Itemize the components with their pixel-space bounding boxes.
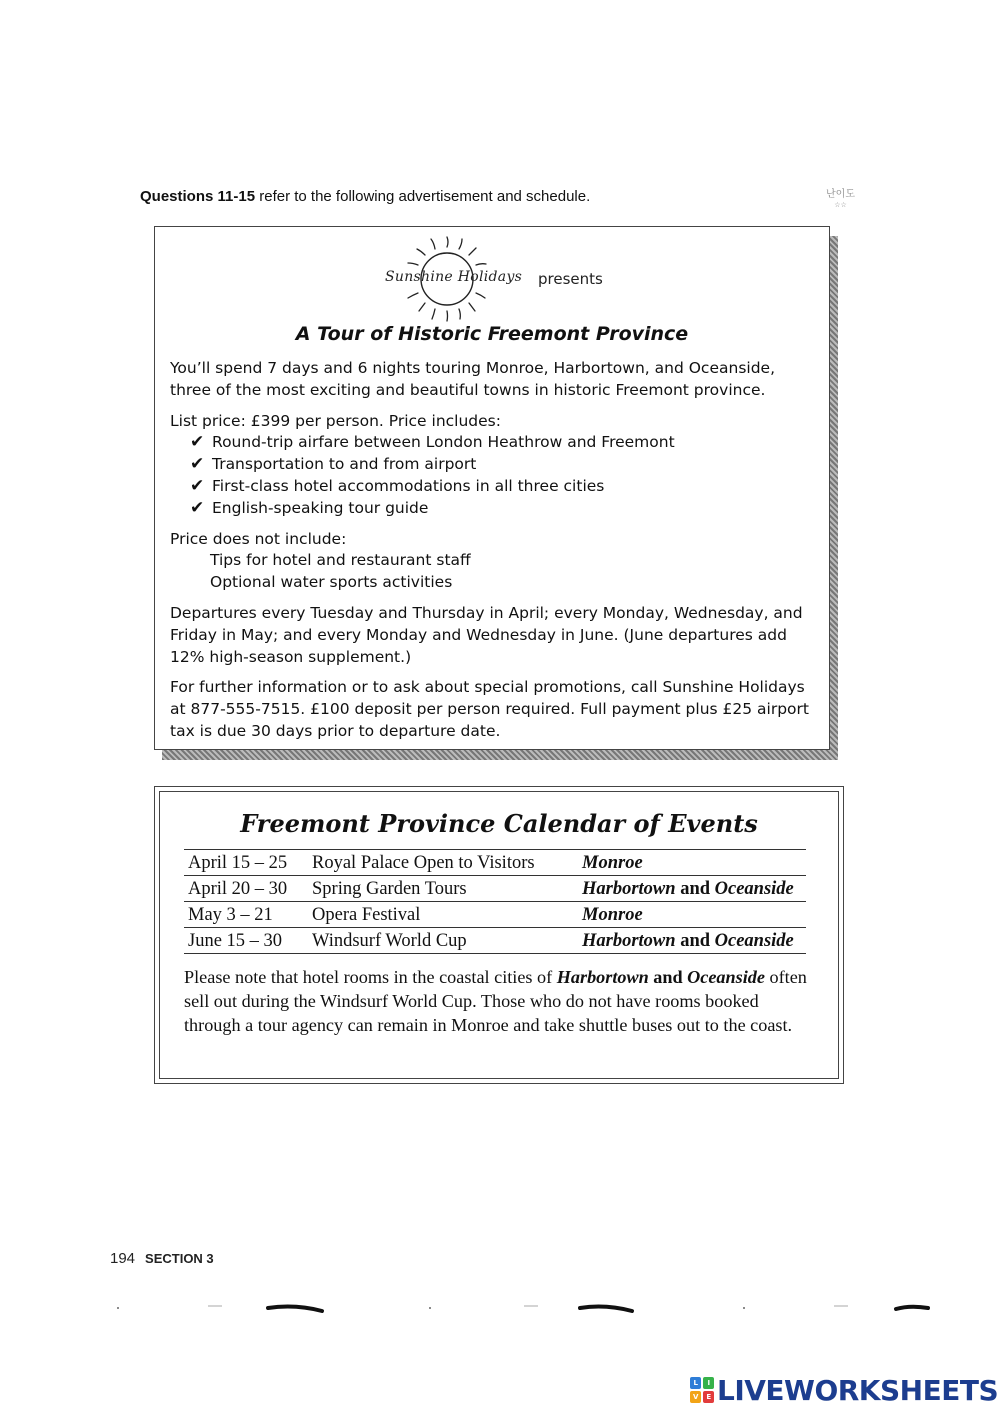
- event-location: [578, 928, 806, 954]
- table-row: [184, 928, 806, 954]
- includes-list: [170, 432, 820, 519]
- event-location: [578, 876, 806, 902]
- location-name: Oceanside: [714, 930, 794, 951]
- event-dates: April 15 – 25: [184, 850, 308, 876]
- event-dates: May 3 – 21: [184, 902, 308, 928]
- scan-artifacts: [0, 1290, 1000, 1320]
- event-name: Spring Garden Tours: [308, 876, 578, 902]
- list-item: [190, 432, 820, 454]
- sunshine-logo: [385, 233, 523, 325]
- checkmark-icon: ✔: [190, 497, 205, 518]
- include-text: Transportation to and from airport: [212, 455, 477, 474]
- list-item: [190, 498, 820, 520]
- difficulty-stars: ☆☆: [834, 201, 847, 209]
- event-name: Royal Palace Open to Visitors: [308, 850, 578, 876]
- brand-name: LIVEWORKSHEETS: [717, 1374, 999, 1407]
- not-include-label: Price does not include:: [170, 529, 347, 548]
- table-row: [184, 850, 806, 876]
- list-item: [190, 476, 820, 498]
- table-row: [184, 876, 806, 902]
- price-includes-section: [170, 411, 820, 520]
- event-name: Windsurf World Cup: [308, 928, 578, 954]
- note-and: and: [648, 967, 688, 987]
- list-item: [190, 454, 820, 476]
- questions-instruction: [140, 188, 590, 205]
- logo-tile: L: [690, 1377, 701, 1389]
- calendar-title: Freemont Province Calendar of Events: [240, 809, 758, 838]
- liveworksheets-brand: [690, 1374, 998, 1408]
- event-name: Opera Festival: [308, 902, 578, 928]
- events-table: [184, 849, 806, 954]
- include-text: First-class hotel accommodations in all three cities: [212, 476, 605, 495]
- include-text: Round-trip airfare between London Heathrow and Freemont: [212, 433, 675, 452]
- logo-tile: E: [703, 1391, 714, 1403]
- contact-info: For further information or to ask about special promotions, call Sunshine Holidays at 877-555-7515. £100 deposit per person required. Full payment plus £25 airport tax is due 30 days prior to departure date.: [170, 678, 809, 740]
- logo-tile: V: [690, 1391, 701, 1403]
- ad-body: [170, 358, 820, 752]
- event-location: [578, 850, 806, 876]
- checkmark-icon: ✔: [190, 475, 205, 496]
- logo-tile: I: [703, 1377, 714, 1389]
- location-name: Harbortown: [582, 878, 676, 899]
- checkmark-icon: ✔: [190, 432, 205, 453]
- difficulty-rating: [826, 190, 855, 210]
- logo-text: Sunshine Holidays: [385, 269, 523, 285]
- list-item: Optional water sports activities: [210, 573, 453, 592]
- page-footer: [110, 1250, 214, 1267]
- price-line: List price: £399 per person. Price includes:: [170, 411, 501, 430]
- location-name: Monroe: [582, 904, 643, 925]
- questions-description: refer to the following advertisement and schedule.: [255, 188, 591, 205]
- excludes-list: [170, 550, 820, 594]
- difficulty-label: 난이도: [826, 189, 855, 200]
- note-city: Oceanside: [687, 967, 765, 987]
- liveworksheets-logo-icon: [690, 1377, 714, 1403]
- calendar-box: [154, 786, 844, 1084]
- ad-intro: You’ll spend 7 days and 6 nights touring Monroe, Harbortown, and Oceanside, three of the most exciting and beautiful towns in historic Freemont province.: [170, 359, 775, 399]
- advertisement-box: [154, 226, 830, 750]
- section-label: SECTION 3: [145, 1251, 214, 1266]
- calendar-note: [184, 965, 814, 1037]
- note-text: Please note that hotel rooms in the coastal cities of: [184, 967, 557, 987]
- price-excludes-section: [170, 529, 820, 594]
- departures-info: Departures every Tuesday and Thursday in April; every Monday, Wednesday, and Friday in May; and every Monday and Wednesday in June. (June departures add 12% high-season supplement.): [170, 603, 803, 666]
- table-row: [184, 902, 806, 928]
- include-text: English-speaking tour guide: [212, 498, 429, 517]
- event-dates: June 15 – 30: [184, 928, 308, 954]
- location-and: and: [680, 878, 711, 899]
- list-item: Tips for hotel and restaurant staff: [210, 551, 471, 570]
- page-number: 194: [110, 1250, 136, 1267]
- note-city: Harbortown: [556, 967, 649, 987]
- note-text: often sell out during the Windsurf World Cup. Those who do not have rooms booked through a tour agency can remain in Monroe and take shuttle buses out to the coast.: [184, 967, 807, 1035]
- checkmark-icon: ✔: [190, 454, 205, 475]
- location-name: Monroe: [582, 852, 643, 873]
- presents-label: presents: [538, 270, 603, 288]
- event-dates: April 20 – 30: [184, 876, 308, 902]
- event-location: [578, 902, 806, 928]
- location-and: and: [680, 930, 711, 951]
- location-name: Harbortown: [582, 930, 676, 951]
- questions-range: Questions 11-15: [140, 188, 256, 205]
- location-name: Oceanside: [714, 878, 794, 899]
- ad-title: A Tour of Historic Freemont Province: [295, 323, 689, 345]
